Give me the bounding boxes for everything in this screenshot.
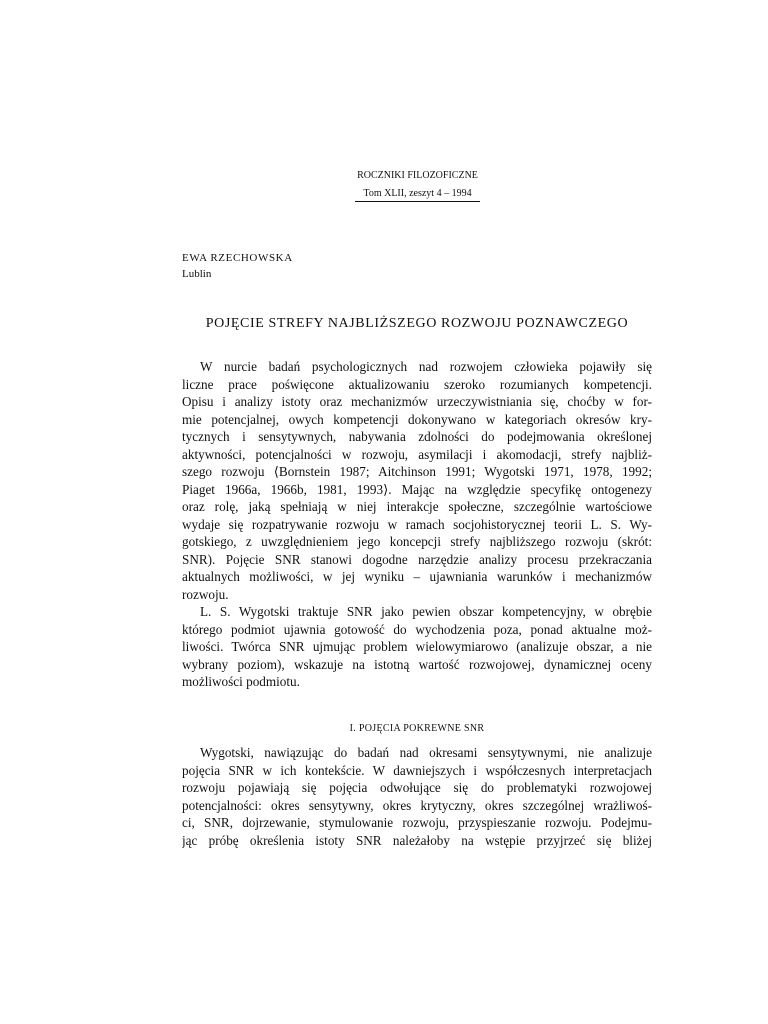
journal-name: ROCZNIKI FILOZOFICZNE [357,170,478,181]
text-line: SNR). Pojęcie SNR stanowi dogodne narzędzie analizy procesu przekraczania [182,551,652,567]
text-line: gotskiego, z uwzględnieniem jego koncepcji strefy najbliższego rozwoju (skrót: [182,534,652,549]
text-line: mie potencjalnej, owych kompetencji dokonywano w kategoriach okresów kry- [182,411,652,427]
author-name: EWA RZECHOWSKA [182,252,293,264]
text-line: L. S. Wygotski traktuje SNR jako pewien obszar kompetencyjny, w obrębie [200,604,652,619]
text-line: Wygotski, nawiązując do badań nad okresami sensytywnymi, nie analizuje [200,745,652,760]
section-heading: I. POJĘCIA POKREWNE SNR [349,723,485,734]
text-line: potencjalności: okres sensytywny, okres krytyczny, okres szczególnej wrażliwoś- [182,797,652,813]
text-line: ci, SNR, dojrzewanie, stymulowanie rozwoju, przyspieszanie rozwoju. Podejmu- [182,815,652,830]
journal-header [355,168,480,202]
author-affiliation: Lublin [182,268,212,280]
text-line: tycznych i sensytywnych, nabywania zdolności do podejmowania określonej [182,429,652,444]
text-line: wydaje się rozpatrywanie rozwoju w ramach socjohistorycznej teorii L. S. Wy- [182,516,652,532]
text-line: liwości. Twórca SNR ujmując problem wielowymiarowo (analizuje obszar, a nie [182,639,652,654]
journal-issue: Tom XLII, zeszyt 4 – 1994 [355,186,480,202]
text-line: rozwoju. [182,586,229,602]
text-line: Piaget 1966a, 1966b, 1981, 1993⟩. Mając na względzie specyfikę ontogenezy [182,481,652,497]
text-line: aktualnych możliwości, w jej wyniku – ujawniania warunków i mechanizmów [182,569,652,584]
text-line: oraz rolę, jaką spełniają w niej interakcje społeczne, szczególnie wartościowe [182,499,652,514]
text-line: pojęcia SNR w ich kontekście. W dawniejszych i współczesnych interpretacjach [182,762,652,778]
intro-paragraphs [182,358,652,691]
text-line: wybrany poziom), wskazuje na istotną wartość rozwojowej, dynamicznej oceny [182,656,652,672]
article-title: POJĘCIE STREFY NAJBLIŻSZEGO ROZWOJU POZNAWCZEGO [205,316,629,331]
text-line: Opisu i analizy istoty oraz mechanizmów urzeczywistniania się, choćby w for- [182,394,652,409]
text-line: liczne prace poświęcone aktualizowaniu szeroko rozumianych kompetencji. [182,376,652,392]
text-line: aktywności, potencjalności w rozwoju, asymilacji i akomodacji, strefy najbliż- [182,446,652,462]
section-paragraph [182,744,652,849]
text-line: rozwoju pojawiają się pojęcia odwołujące się do problematyki rozwojowej [182,780,652,795]
text-line: jąc próbę określenia istoty SNR należałoby na wstępie przyjrzeć się bliżej [182,832,652,848]
text-line: możliwości podmiotu. [182,674,300,689]
text-line: W nurcie badań psychologicznych nad rozwojem człowieka pojawiły się [200,359,652,374]
text-line: którego podmiot ujawnia gotowość do wychodzenia poza, ponad aktualne moż- [182,621,652,637]
text-line: szego rozwoju ⟨Bornstein 1987; Aitchinson 1991; Wygotski 1971, 1978, 1992; [182,464,652,479]
